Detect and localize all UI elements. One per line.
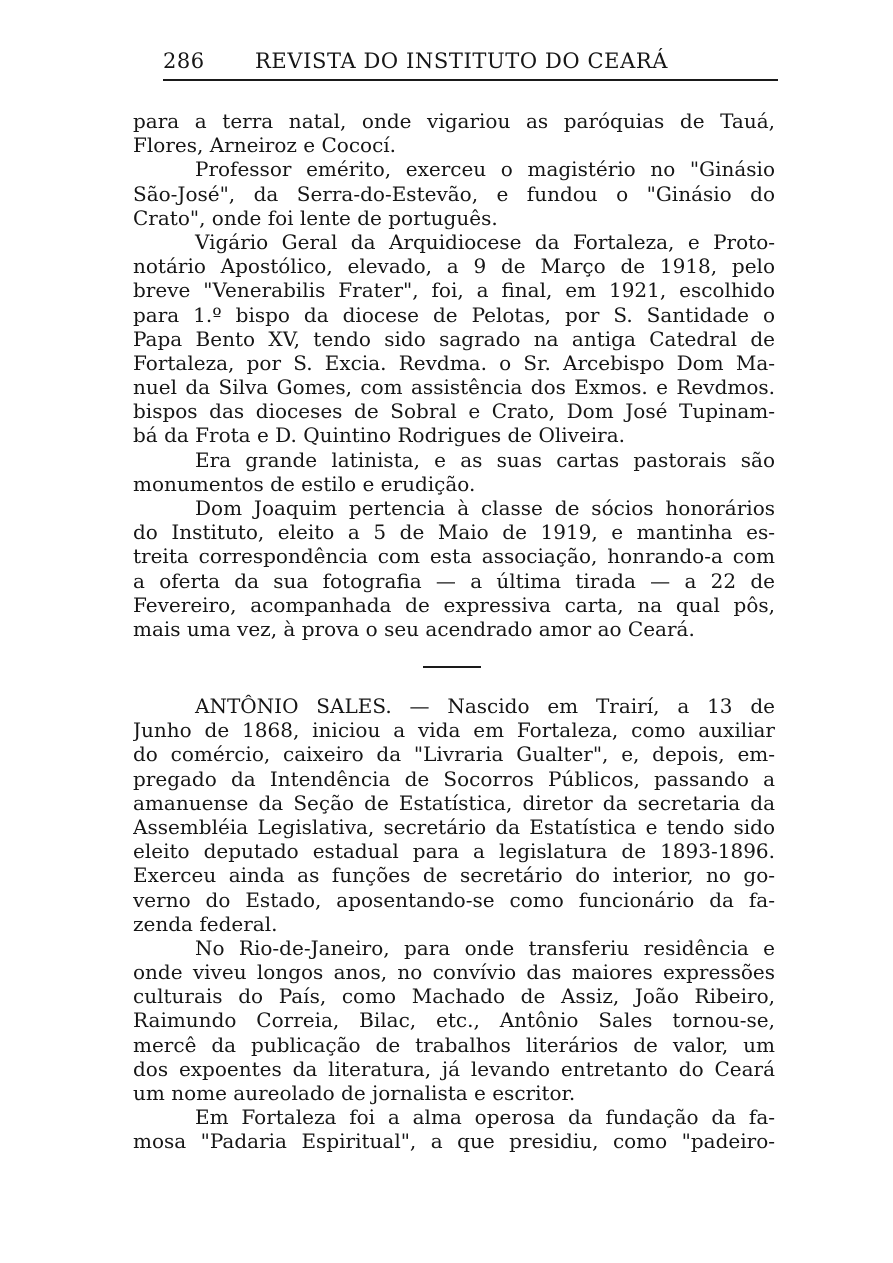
text-line: verno do Estado, aposentando-se como funcionário da fa- <box>133 887 775 912</box>
text-line: Raimundo Correia, Bilac, etc., Antônio Sales tornou-se, <box>133 1008 775 1033</box>
text-line: ANTÔNIO SALES. — Nascido em Trairí, a 13 de <box>195 694 775 718</box>
page-number: 286 <box>163 49 205 73</box>
text-line: do Instituto, eleito a 5 de Maio de 1919, e mantinha es- <box>133 520 775 545</box>
text-line: dos expoentes da literatura, já levando entretanto do Ceará <box>133 1056 775 1081</box>
section-divider <box>423 666 481 668</box>
text-line: bá da Frota e D. Quintino Rodrigues de Oliveira. <box>133 423 626 448</box>
text-line: a oferta da sua fotografia — a última tirada — a 22 de <box>133 568 775 593</box>
text-line: Em Fortaleza foi a alma operosa da fundação da fa- <box>195 1105 775 1130</box>
text-line: pregado da Intendência de Socorros Públicos, passando a <box>133 766 775 791</box>
text-line: breve "Venerabilis Frater", foi, a final, em 1921, escolhido <box>133 278 775 303</box>
text-line: Junho de 1868, iniciou a vida em Fortaleza, como auxiliar <box>133 718 775 743</box>
page-header <box>163 47 778 81</box>
text-block-antonio-sales <box>133 694 775 1154</box>
text-line: para a terra natal, onde vigariou as paróquias de Tauá, <box>133 109 775 133</box>
text-line: Flores, Arneiroz e Cococí. <box>133 133 397 158</box>
text-line: Fortaleza, por S. Excia. Revdma. o Sr. Arcebispo Dom Ma- <box>133 350 775 375</box>
text-line: treita correspondência com esta associação, honrando-a com <box>133 544 775 569</box>
text-line: São-José", da Serra-do-Estevão, e fundou o "Ginásio do <box>133 181 775 206</box>
text-line: Dom Joaquim pertencia à classe de sócios honorários <box>195 496 775 520</box>
text-line: Papa Bento XV, tendo sido sagrado na antiga Catedral de <box>133 326 775 351</box>
text-line: Assembléia Legislativa, secretário da Estatística e tendo sido <box>133 814 775 839</box>
text-line: No Rio-de-Janeiro, para onde transferiu residência e <box>195 935 775 960</box>
text-line: eleito deputado estadual para a legislatura de 1893-1896. <box>133 839 775 864</box>
text-line: Fevereiro, acompanhada de expressiva carta, na qual pôs, <box>133 592 775 617</box>
text-line: mercê da publicação de trabalhos literários de valor, um <box>133 1032 775 1057</box>
text-line: Vigário Geral da Arquidiocese da Fortaleza, e Proto- <box>195 229 775 254</box>
text-line: nuel da Silva Gomes, com assistência dos Exmos. e Revdmos. <box>133 375 775 400</box>
text-line: Era grande latinista, e as suas cartas pastorais são <box>195 447 775 472</box>
text-line: zenda federal. <box>133 911 278 936</box>
text-line: amanuense da Seção de Estatística, diretor da secretaria da <box>133 790 775 815</box>
text-line: bispos das dioceses de Sobral e Crato, Dom José Tupinam- <box>133 399 775 424</box>
text-line: Crato", onde foi lente de português. <box>133 205 498 230</box>
text-line: Exerceu ainda as funções de secretário do interior, no go- <box>133 863 775 888</box>
text-line: para 1.º bispo da diocese de Pelotas, por S. Santidade o <box>133 302 775 327</box>
text-line: um nome aureolado de jornalista e escritor. <box>133 1081 576 1105</box>
journal-title: REVISTA DO INSTITUTO DO CEARÁ <box>255 49 669 73</box>
text-line: mais uma vez, à prova o seu acendrado amor ao Ceará. <box>133 616 695 641</box>
text-line: monumentos de estilo e erudição. <box>133 471 476 496</box>
text-line: mosa "Padaria Espiritual", a que presidiu, como "padeiro- <box>133 1129 775 1154</box>
text-line: Professor emérito, exerceu o magistério no "Ginásio <box>195 157 775 182</box>
text-line: notário Apostólico, elevado, a 9 de Março de 1918, pelo <box>133 254 775 279</box>
text-line: onde viveu longos anos, no convívio das maiores expressões <box>133 960 775 985</box>
text-line: do comércio, caixeiro da "Livraria Gualter", e, depois, em- <box>133 742 775 767</box>
text-line: culturais do País, como Machado de Assiz, João Ribeiro, <box>133 984 775 1009</box>
text-block-dom-joaquim <box>133 109 775 641</box>
